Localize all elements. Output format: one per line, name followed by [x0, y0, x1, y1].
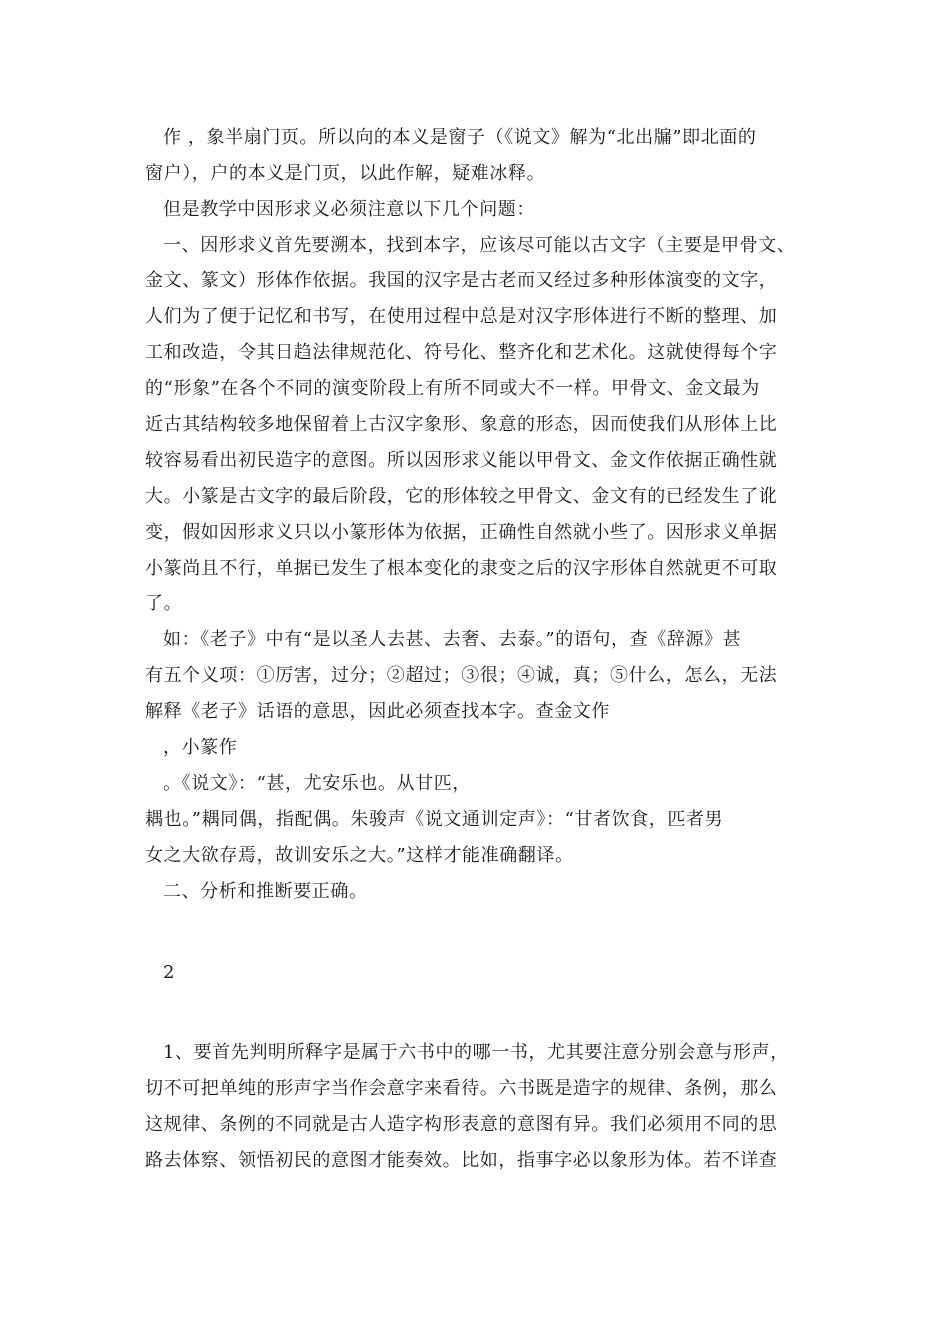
paragraph-line: 变，假如因形求义只以小篆形体为依据，正确性自然就小些了。因形求义单据 — [145, 522, 778, 543]
paragraph-line: 窗户），户的本义是门页，以此作解，疑难冰释。 — [145, 163, 546, 184]
paragraph-line: 这规律、条例的不同就是古人造字构形表意的意图有异。我们必须用不同的思 — [145, 1114, 778, 1135]
paragraph-line: 解释《老子》话语的意思，因此必须查找本字。查金文作 — [145, 701, 610, 722]
paragraph-line: 人们为了便于记忆和书写，在使用过程中总是对汉字形体进行不断的整理、加 — [145, 306, 778, 327]
page-number: 2 — [163, 962, 176, 983]
paragraph-line: 较容易看出初民造字的意图。所以因形求义能以甲骨文、金文作依据正确性就 — [145, 450, 778, 471]
paragraph-line: 了。 — [145, 593, 183, 614]
paragraph-line: 切不可把单纯的形声字当作会意字来看待。六书既是造字的规律、条例，那么 — [145, 1078, 778, 1099]
paragraph-line: 的“形象”在各个不同的演变阶段上有所不同或大不一样。甲骨文、金文最为 — [145, 378, 760, 399]
paragraph-line: 路去体察、领悟初民的意图才能奏效。比如，指事字必以象形为体。若不详查 — [145, 1150, 778, 1171]
paragraph-line: 耦也。”耦同偶，指配偶。朱骏声《说文通训定声》：“甘者饮食，匹者男 — [145, 809, 724, 830]
paragraph-line: 如：《老子》中有“是以圣人去甚、去奢、去泰。”的语句，查《辞源》甚 — [163, 629, 742, 650]
paragraph-line: 有五个义项：①厉害，过分；②超过；③很；④诚，真；⑤什么，怎么，无法 — [145, 665, 778, 686]
paragraph-line: 1、要首先判明所释字是属于六书中的哪一书，尤其要注意分别会意与形声， — [163, 1042, 789, 1063]
paragraph-line: 小篆尚且不行，单据已发生了根本变化的隶变之后的汉字形体自然就更不可取 — [145, 558, 778, 579]
paragraph-line: 女之大欲存焉，故训安乐之大。”这样才能准确翻译。 — [145, 845, 574, 866]
paragraph-line: 一、因形求义首先要溯本，找到本字，应该尽可能以古文字（主要是甲骨文、 — [163, 235, 796, 256]
paragraph-line: 近古其结构较多地保留着上古汉字象形、象意的形态，因而使我们从形体上比 — [145, 414, 778, 435]
paragraph-line: 二、分析和推断要正确。 — [163, 881, 368, 902]
paragraph-line: 。《说文》：“甚，尤安乐也。从甘匹， — [163, 773, 472, 794]
paragraph-line: 但是教学中因形求义必须注意以下几个问题： — [163, 199, 535, 220]
paragraph-line: ，小篆作 — [163, 737, 238, 758]
paragraph-line: 大。小篆是古文字的最后阶段，它的形体较之甲骨文、金文有的已经发生了讹 — [145, 486, 778, 507]
paragraph-line: 金文、篆文）形体作依据。我国的汉字是古老而又经过多种形体演变的文字， — [145, 270, 778, 291]
paragraph-line: 作 ，象半扇门页。所以向的本义是窗子（《说文》解为“北出牖”即北面的 — [163, 127, 757, 148]
paragraph-line: 工和改造，令其日趋法律规范化、符号化、整齐化和艺术化。这就使得每个字 — [145, 342, 778, 363]
